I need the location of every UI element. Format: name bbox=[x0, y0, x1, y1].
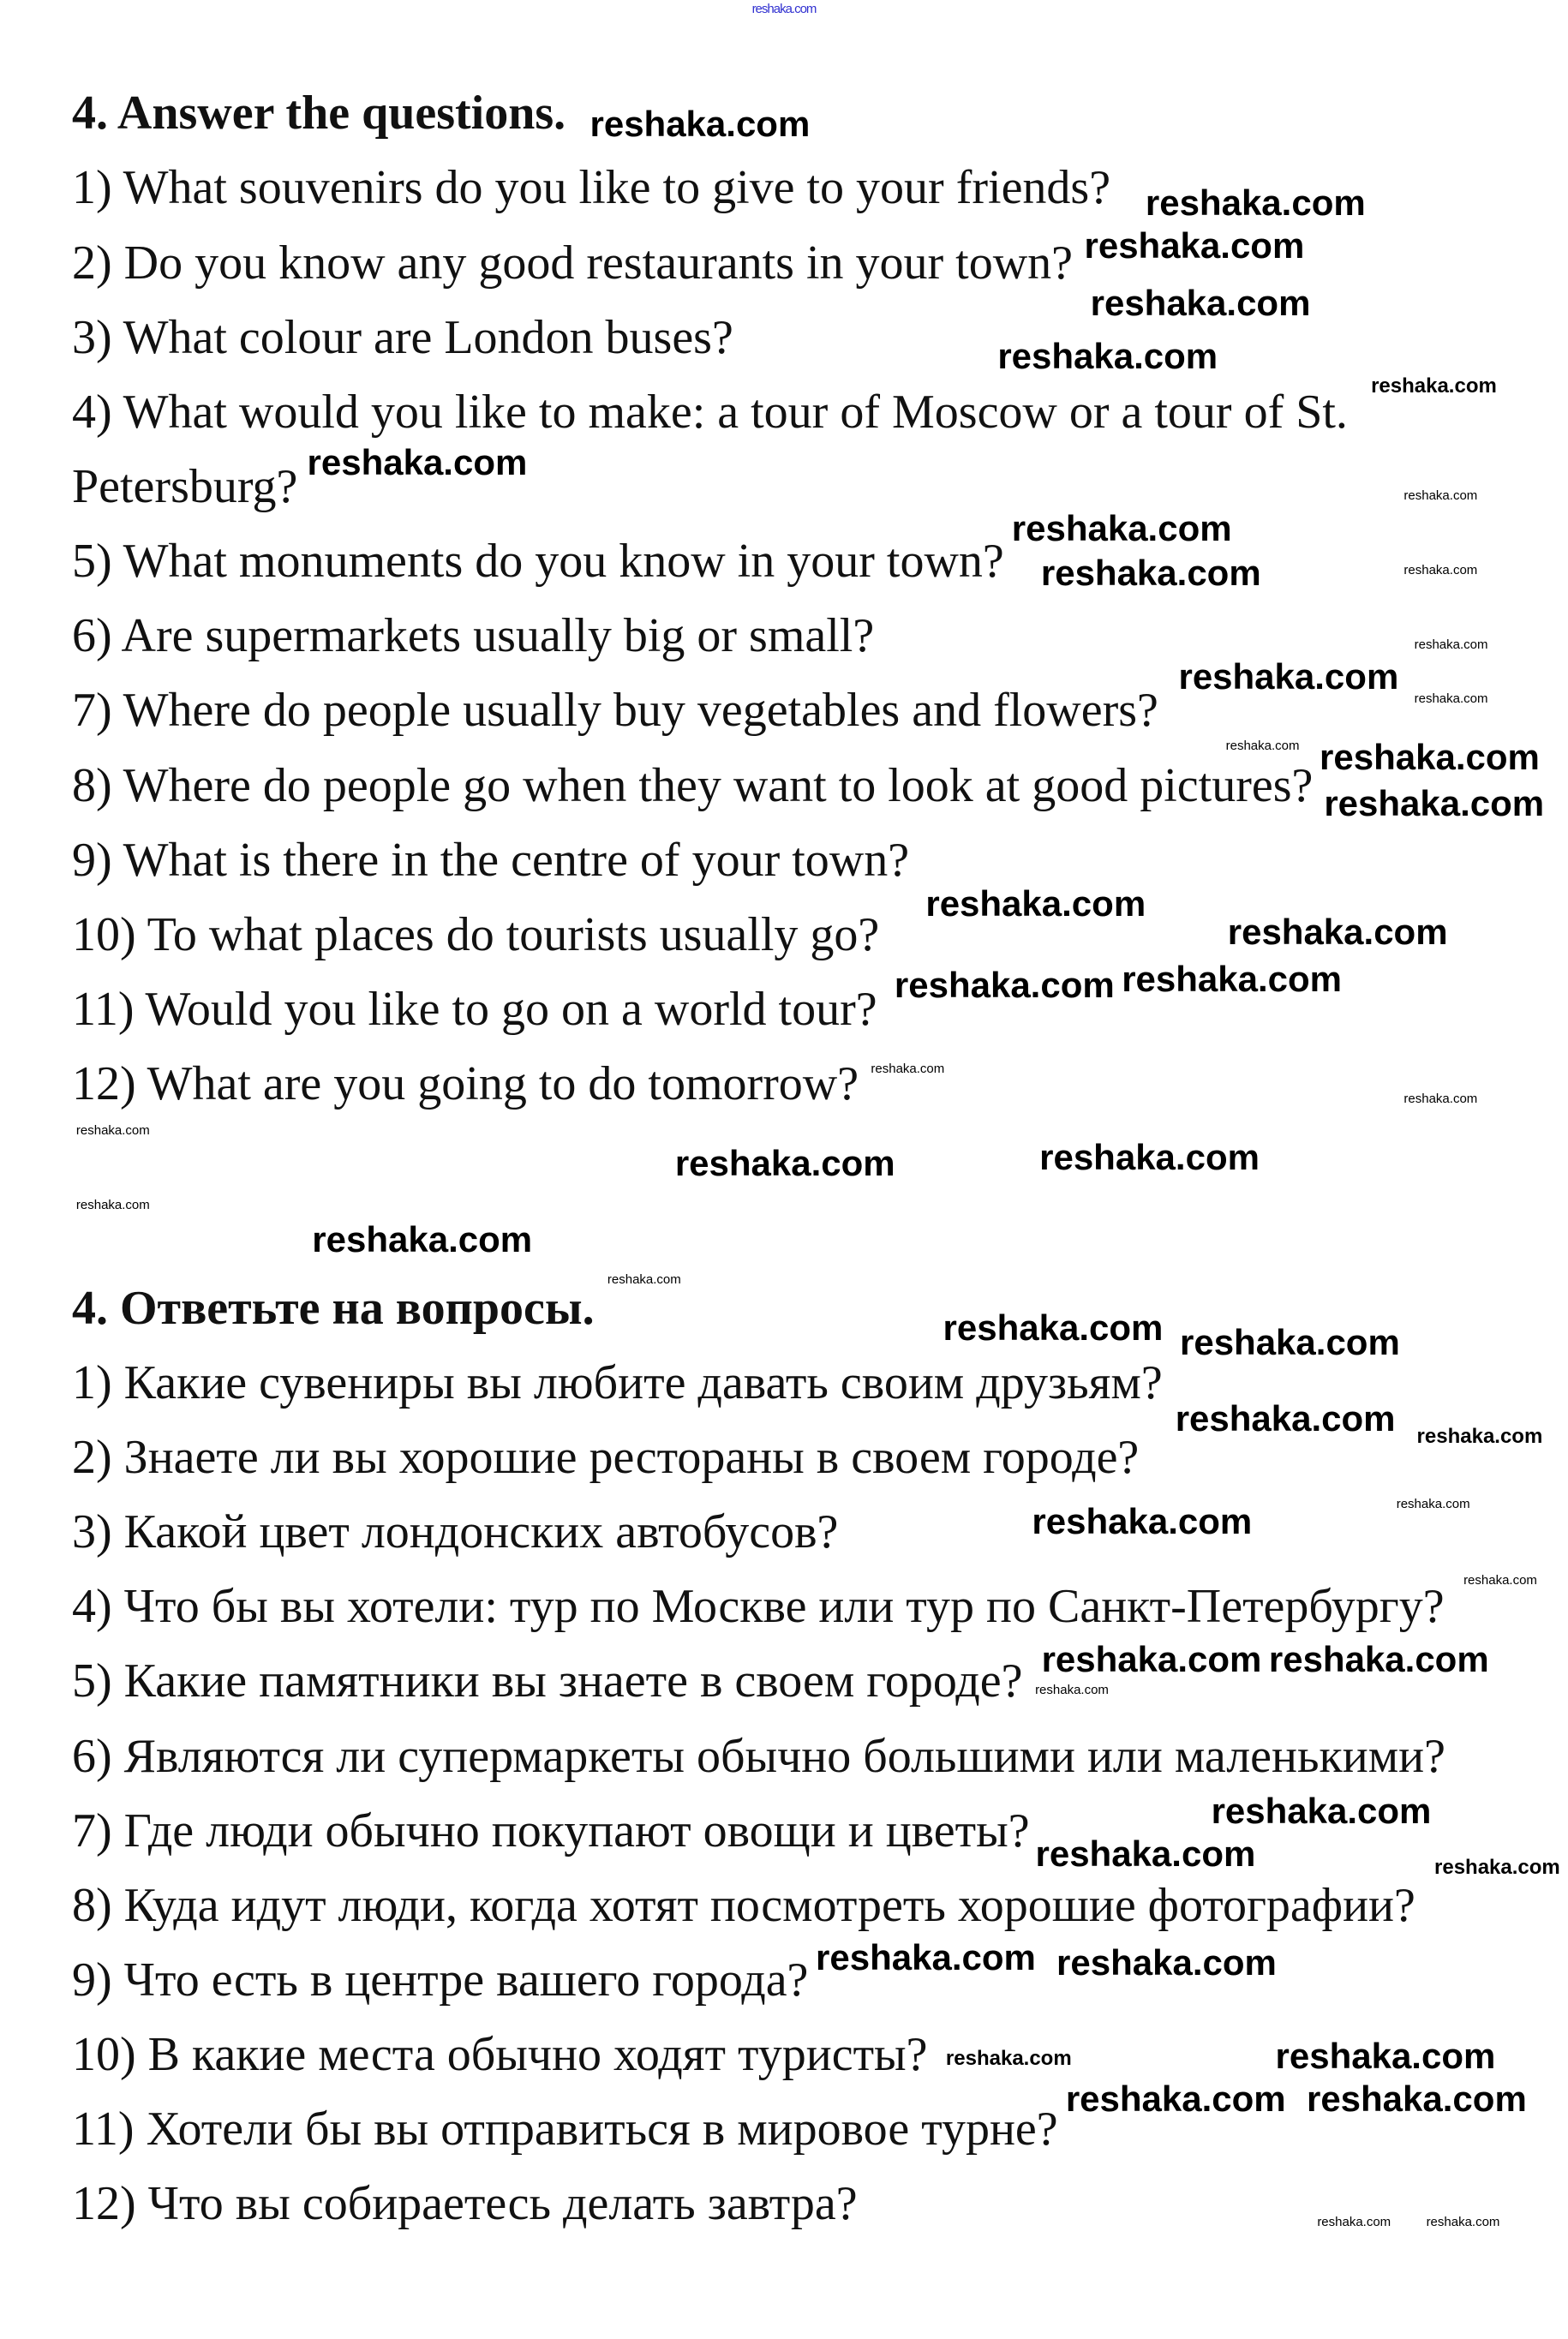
watermark-text: reshaka.com bbox=[1320, 736, 1540, 777]
top-watermark: reshaka.com bbox=[751, 2, 817, 16]
watermark-text: reshaka.com bbox=[1227, 911, 1448, 952]
question-line: 10) To what places do tourists usually go? bbox=[72, 907, 880, 961]
question-line: 3) What colour are London buses? bbox=[72, 310, 733, 364]
watermark-text: reshaka.com bbox=[1179, 1321, 1400, 1362]
question-line: 8) Куда идут люди, когда хотят посмотреть хорошие фотографии? bbox=[72, 1878, 1415, 1932]
question-line: Petersburg? bbox=[72, 459, 298, 513]
question-line: 6) Являются ли супермаркеты обычно большими или маленькими? bbox=[72, 1729, 1445, 1783]
watermark-text: reshaka.com bbox=[1371, 374, 1497, 398]
question-line: 12) Что вы собираетесь делать завтра? bbox=[72, 2177, 858, 2231]
watermark-text: reshaka.com bbox=[1011, 508, 1232, 549]
watermark-text: reshaka.com bbox=[75, 1198, 150, 1213]
question-line: 11) Хотели бы вы отправиться в мировое турне? bbox=[72, 2103, 1058, 2157]
watermark-text: reshaka.com bbox=[1056, 1941, 1277, 1983]
watermark-text: reshaka.com bbox=[1032, 1501, 1253, 1542]
question-line: 11) Would you like to go on a world tour? bbox=[72, 983, 877, 1036]
watermark-text: reshaka.com bbox=[1414, 637, 1488, 653]
watermark-text: reshaka.com bbox=[1403, 488, 1478, 504]
watermark-text: reshaka.com bbox=[1211, 1790, 1432, 1831]
watermark-text: reshaka.com bbox=[1414, 691, 1488, 707]
watermark-text: reshaka.com bbox=[1090, 282, 1311, 323]
question-line: 1) What souvenirs do you like to give to your friends? bbox=[72, 161, 1111, 215]
question-line: 12) What are you going to do tomorrow? bbox=[72, 1057, 859, 1111]
watermark-text: reshaka.com bbox=[1040, 553, 1261, 594]
watermark-text: reshaka.com bbox=[1065, 2079, 1286, 2120]
question-line: 10) В какие места обычно ходят туристы? bbox=[72, 2028, 928, 2082]
question-line: 3) Какой цвет лондонских автобусов? bbox=[72, 1505, 839, 1559]
watermark-text: reshaka.com bbox=[1396, 1496, 1470, 1511]
question-line: 7) Где люди обычно покупают овощи и цветы? bbox=[72, 1804, 1030, 1857]
question-line: 8) Where do people go when they want to look at good pictures? bbox=[72, 758, 1314, 812]
watermark-text: reshaka.com bbox=[894, 965, 1115, 1006]
question-line: 5) Какие памятники вы знаете в своем городе? bbox=[72, 1654, 1023, 1708]
question-line: 7) Where do people usually buy vegetables and flowers? bbox=[72, 684, 1158, 738]
watermark-text: reshaka.com bbox=[925, 882, 1146, 924]
watermark-text: reshaka.com bbox=[1035, 1683, 1109, 1698]
watermark-text: reshaka.com bbox=[607, 1272, 681, 1288]
watermark-text: reshaka.com bbox=[945, 2047, 1072, 2071]
watermark-text: reshaka.com bbox=[943, 1307, 1164, 1348]
watermark-text: reshaka.com bbox=[1039, 1136, 1260, 1177]
watermark-text: reshaka.com bbox=[1145, 182, 1366, 224]
question-line: 5) What monuments do you know in your town? bbox=[72, 535, 1004, 589]
watermark-text: reshaka.com bbox=[1178, 655, 1399, 697]
watermark-text: reshaka.com bbox=[1225, 738, 1300, 753]
question-line: 4) What would you like to make: a tour of Moscow or a tour of St. bbox=[72, 385, 1348, 439]
watermark-text: reshaka.com bbox=[589, 103, 811, 144]
question-line: 9) What is there in the centre of your town? bbox=[72, 833, 910, 887]
watermark-text: reshaka.com bbox=[307, 441, 528, 482]
watermark-text: reshaka.com bbox=[1175, 1397, 1396, 1439]
watermark-text: reshaka.com bbox=[1463, 1572, 1537, 1588]
watermark-text: reshaka.com bbox=[816, 1937, 1036, 1978]
watermark-text: reshaka.com bbox=[1268, 1639, 1489, 1680]
watermark-text: reshaka.com bbox=[997, 336, 1218, 377]
russian-heading: 4. Ответьте на вопросы. bbox=[72, 1281, 595, 1335]
question-line: 2) Знаете ли вы хорошие рестораны в своем городе? bbox=[72, 1430, 1140, 1484]
watermark-text: reshaka.com bbox=[1041, 1639, 1262, 1680]
watermark-text: reshaka.com bbox=[1403, 1092, 1478, 1107]
question-line: 9) Что есть в центре вашего города? bbox=[72, 1953, 809, 2007]
question-line: 6) Are supermarkets usually big or small? bbox=[72, 609, 875, 663]
watermark-text: reshaka.com bbox=[1035, 1833, 1256, 1874]
watermark-text: reshaka.com bbox=[674, 1142, 895, 1183]
english-heading: 4. Answer the questions. bbox=[72, 87, 566, 141]
watermark-text: reshaka.com bbox=[75, 1122, 150, 1138]
watermark-text: reshaka.com bbox=[871, 1062, 945, 1077]
watermark-text: reshaka.com bbox=[1306, 2079, 1527, 2120]
watermark-text: reshaka.com bbox=[1275, 2036, 1496, 2077]
watermark-text: reshaka.com bbox=[1434, 1856, 1560, 1880]
question-line: 1) Какие сувениры вы любите давать своим друзьям? bbox=[72, 1355, 1163, 1409]
watermark-text: reshaka.com bbox=[1084, 224, 1305, 266]
watermark-text: reshaka.com bbox=[1324, 783, 1545, 824]
question-line: 2) Do you know any good restaurants in your town? bbox=[72, 236, 1074, 290]
watermark-text: reshaka.com bbox=[1403, 563, 1478, 578]
watermark-text: reshaka.com bbox=[1317, 2215, 1391, 2230]
watermark-text: reshaka.com bbox=[1426, 2215, 1500, 2230]
watermark-text: reshaka.com bbox=[1122, 959, 1343, 1000]
watermark-text: reshaka.com bbox=[1416, 1424, 1543, 1448]
watermark-text: reshaka.com bbox=[312, 1218, 533, 1259]
question-line: 4) Что бы вы хотели: тур по Москве или тур по Санкт-Петербургу? bbox=[72, 1580, 1445, 1634]
